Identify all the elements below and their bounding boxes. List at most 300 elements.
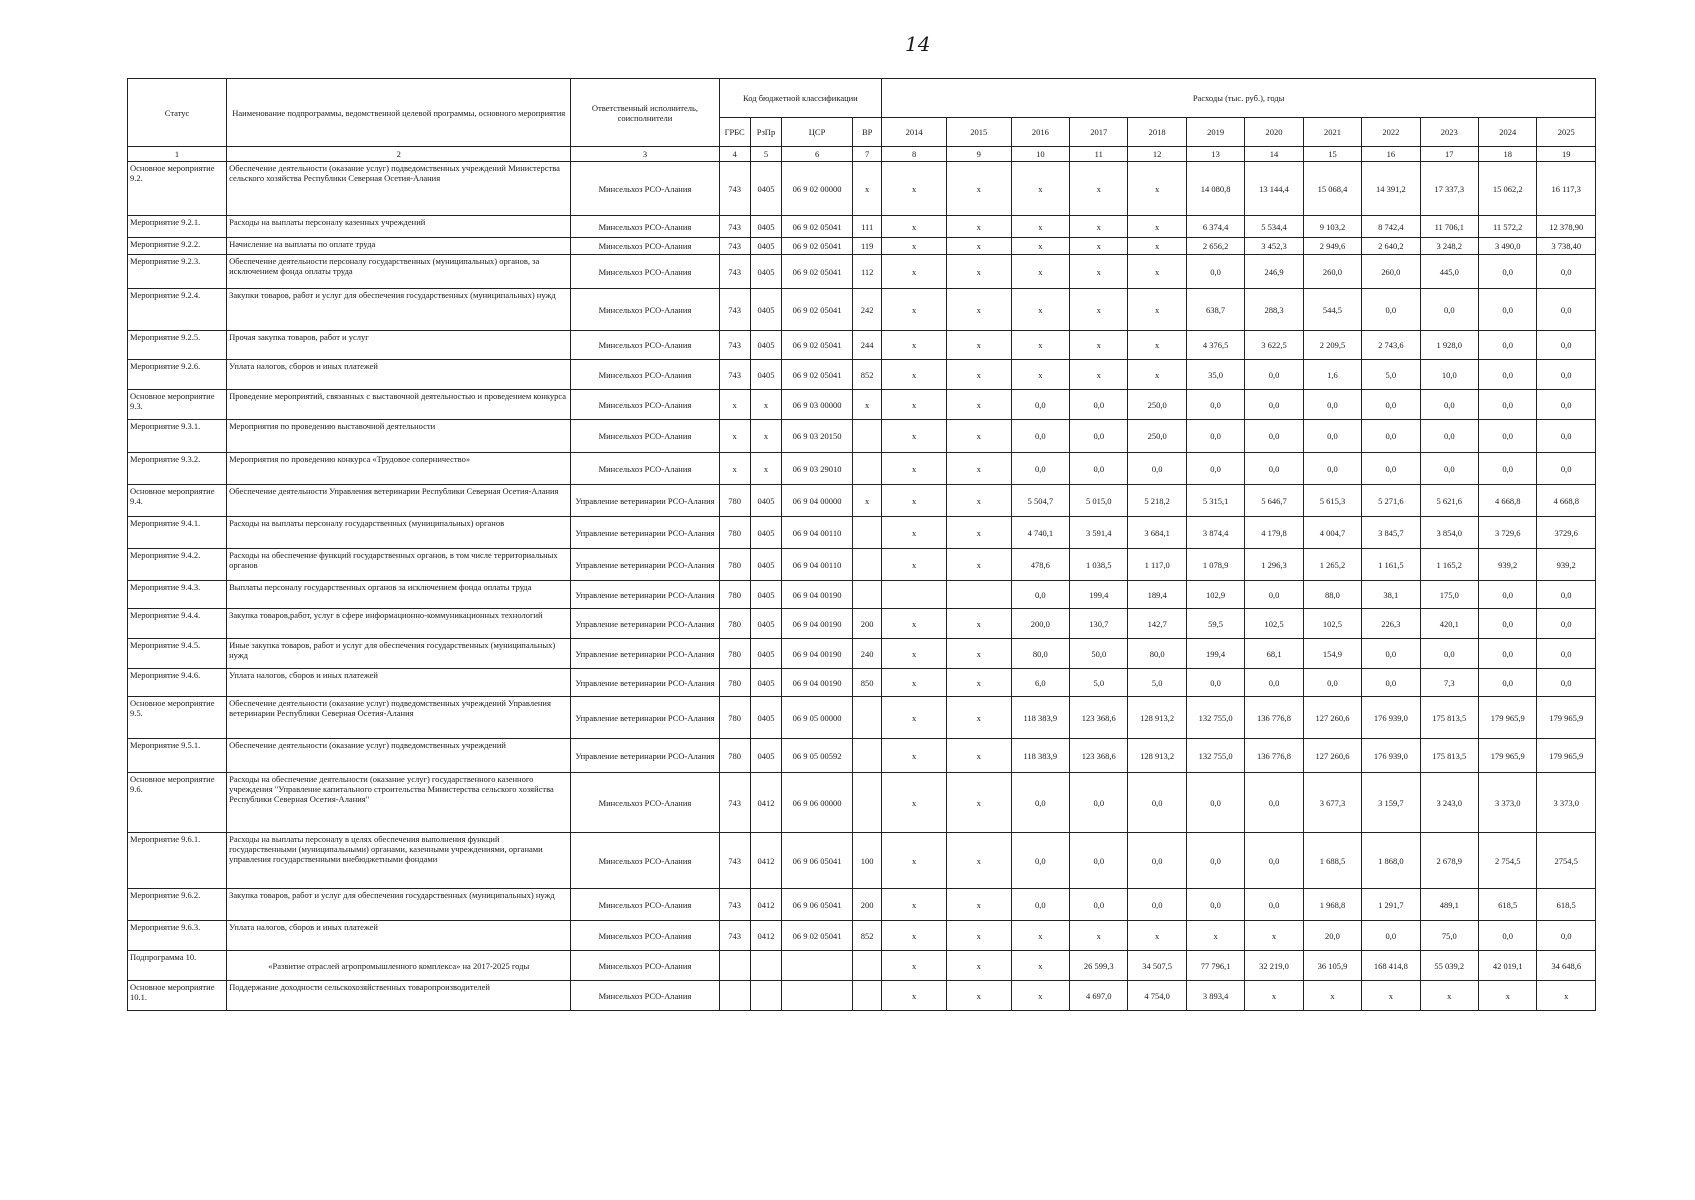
row-status: Мероприятие 9.3.2. [128, 453, 227, 485]
row-value: 4 754,0 [1128, 981, 1186, 1011]
row-name: «Развитие отраслей агропромышленного комплекса» на 2017-2025 годы [227, 951, 571, 981]
row-csr: 06 9 04 00190 [782, 669, 853, 697]
row-value: 16 117,3 [1537, 162, 1596, 216]
row-rzpr: 0405 [750, 216, 781, 238]
row-executor: Минсельхоз РСО-Алания [571, 889, 719, 921]
row-value: 0,0 [1362, 669, 1420, 697]
row-value: 939,2 [1537, 549, 1596, 581]
row-rzpr: 0405 [750, 255, 781, 289]
row-value: 1 161,5 [1362, 549, 1420, 581]
row-rzpr: 0405 [750, 669, 781, 697]
row-status: Мероприятие 9.4.1. [128, 517, 227, 549]
row-rzpr: х [750, 453, 781, 485]
row-value: 1 117,0 [1128, 549, 1186, 581]
row-grbs [719, 981, 750, 1011]
row-value: х [1011, 238, 1069, 255]
row-rzpr [750, 951, 781, 981]
row-value: 0,0 [1537, 453, 1596, 485]
column-number: 7 [853, 147, 882, 162]
row-value: 0,0 [1362, 639, 1420, 669]
row-executor: Управление ветеринарии РСО-Алания [571, 609, 719, 639]
row-value: х [882, 639, 947, 669]
row-csr: 06 9 04 00190 [782, 581, 853, 609]
row-value: 5,0 [1362, 360, 1420, 390]
row-vr [853, 581, 882, 609]
row-rzpr: 0405 [750, 238, 781, 255]
table-row [128, 739, 1596, 773]
table-row [128, 289, 1596, 331]
header-executor: Ответственный исполнитель, соисполнители [571, 79, 719, 147]
column-number: 10 [1011, 147, 1069, 162]
row-value: х [946, 773, 1011, 833]
row-value: х [1128, 238, 1186, 255]
row-value: 0,0 [1011, 833, 1069, 889]
row-value: 0,0 [1420, 453, 1478, 485]
row-vr [853, 697, 882, 739]
row-value: 0,0 [1245, 669, 1303, 697]
row-status: Мероприятие 9.4.5. [128, 639, 227, 669]
table-row [128, 921, 1596, 951]
row-value: 3729,6 [1537, 517, 1596, 549]
row-value: 0,0 [1479, 453, 1537, 485]
row-rzpr: 0405 [750, 609, 781, 639]
column-number: 17 [1420, 147, 1478, 162]
table-row [128, 889, 1596, 921]
row-executor: Минсельхоз РСО-Алания [571, 951, 719, 981]
column-number: 11 [1070, 147, 1128, 162]
row-value: 123 368,6 [1070, 739, 1128, 773]
row-grbs: х [719, 453, 750, 485]
table-row [128, 331, 1596, 360]
row-executor: Управление ветеринарии РСО-Алания [571, 639, 719, 669]
row-value: х [1070, 289, 1128, 331]
row-value: 1 078,9 [1186, 549, 1244, 581]
table-row [128, 390, 1596, 420]
row-value: х [1011, 162, 1069, 216]
header-year: 2022 [1362, 118, 1420, 147]
table-row [128, 517, 1596, 549]
row-value: х [946, 255, 1011, 289]
row-name: Расходы на обеспечение функций государственных органов, в том числе территориальных органов [227, 549, 571, 581]
row-value: 0,0 [1011, 773, 1069, 833]
row-csr: 06 9 04 00190 [782, 609, 853, 639]
row-value: 0,0 [1537, 360, 1596, 390]
row-value: 0,0 [1186, 669, 1244, 697]
row-rzpr: 0412 [750, 773, 781, 833]
row-value: 2 209,5 [1303, 331, 1361, 360]
row-value: 142,7 [1128, 609, 1186, 639]
row-value: х [946, 420, 1011, 453]
row-value: х [1070, 238, 1128, 255]
row-vr: 200 [853, 609, 882, 639]
row-rzpr: 0412 [750, 921, 781, 951]
row-value: 136 776,8 [1245, 739, 1303, 773]
row-value: 5 534,4 [1245, 216, 1303, 238]
row-csr: 06 9 05 00000 [782, 697, 853, 739]
row-value: 34 648,6 [1537, 951, 1596, 981]
header-year: 2017 [1070, 118, 1128, 147]
row-value: 0,0 [1362, 453, 1420, 485]
header-code-col: ГРБС [719, 118, 750, 147]
row-grbs: 743 [719, 331, 750, 360]
row-value: х [882, 216, 947, 238]
row-value: 0,0 [1303, 669, 1361, 697]
row-value: 0,0 [1479, 360, 1537, 390]
row-value: 0,0 [1479, 255, 1537, 289]
row-value: х [946, 331, 1011, 360]
row-value: 478,6 [1011, 549, 1069, 581]
row-value: 939,2 [1479, 549, 1537, 581]
row-value: 7,3 [1420, 669, 1478, 697]
column-number: 3 [571, 147, 719, 162]
row-value: х [946, 485, 1011, 517]
row-value: 175,0 [1420, 581, 1478, 609]
page-number: 14 [905, 32, 931, 56]
row-value: 0,0 [1245, 390, 1303, 420]
row-grbs: 780 [719, 739, 750, 773]
row-value: х [1011, 951, 1069, 981]
table-row [128, 639, 1596, 669]
row-vr [853, 981, 882, 1011]
row-grbs: 780 [719, 485, 750, 517]
row-status: Мероприятие 9.4.4. [128, 609, 227, 639]
column-number: 4 [719, 147, 750, 162]
row-value: 0,0 [1245, 833, 1303, 889]
row-value: х [882, 739, 947, 773]
row-value: 200,0 [1011, 609, 1069, 639]
row-csr: 06 9 06 05041 [782, 833, 853, 889]
row-grbs: 743 [719, 360, 750, 390]
row-value: х [882, 485, 947, 517]
row-value: х [1128, 289, 1186, 331]
row-csr: 06 9 06 05041 [782, 889, 853, 921]
row-value: 260,0 [1303, 255, 1361, 289]
row-grbs: 743 [719, 889, 750, 921]
row-value: 179 965,9 [1537, 739, 1596, 773]
row-value: 11 706,1 [1420, 216, 1478, 238]
row-value: х [882, 773, 947, 833]
header-year: 2023 [1420, 118, 1478, 147]
row-value: 489,1 [1420, 889, 1478, 921]
row-value: х [1070, 255, 1128, 289]
row-value: 618,5 [1537, 889, 1596, 921]
row-value: х [1186, 921, 1244, 951]
row-value: 0,0 [1128, 833, 1186, 889]
row-rzpr: 0405 [750, 360, 781, 390]
row-value: 1 165,2 [1420, 549, 1478, 581]
column-number: 13 [1186, 147, 1244, 162]
row-value: 5 504,7 [1011, 485, 1069, 517]
row-value: 175 813,5 [1420, 739, 1478, 773]
row-value: 2754,5 [1537, 833, 1596, 889]
row-value: 123 368,6 [1070, 697, 1128, 739]
table-row [128, 951, 1596, 981]
row-value: 75,0 [1420, 921, 1478, 951]
row-name: Обеспечение деятельности Управления ветеринарии Республики Северная Осетия-Алания [227, 485, 571, 517]
column-number: 12 [1128, 147, 1186, 162]
row-executor: Минсельхоз РСО-Алания [571, 833, 719, 889]
row-grbs: 743 [719, 833, 750, 889]
row-rzpr: 0405 [750, 289, 781, 331]
row-value: 0,0 [1537, 331, 1596, 360]
row-rzpr: 0405 [750, 331, 781, 360]
table-row [128, 420, 1596, 453]
row-csr: 06 9 02 05041 [782, 360, 853, 390]
header-year: 2018 [1128, 118, 1186, 147]
row-value: 3 854,0 [1420, 517, 1478, 549]
row-value: 0,0 [1303, 453, 1361, 485]
row-value: 3 248,2 [1420, 238, 1478, 255]
row-grbs: х [719, 390, 750, 420]
row-status: Мероприятие 9.2.6. [128, 360, 227, 390]
row-executor: Минсельхоз РСО-Алания [571, 921, 719, 951]
row-value: 0,0 [1420, 390, 1478, 420]
row-value: 11 572,2 [1479, 216, 1537, 238]
row-status: Основное мероприятие 10.1. [128, 981, 227, 1011]
header-year: 2021 [1303, 118, 1361, 147]
row-vr: 244 [853, 331, 882, 360]
row-value: х [1070, 331, 1128, 360]
header-year: 2025 [1537, 118, 1596, 147]
row-rzpr: 0405 [750, 162, 781, 216]
row-status: Основное мероприятие 9.3. [128, 390, 227, 420]
row-csr: 06 9 02 05041 [782, 331, 853, 360]
row-value: 13 144,4 [1245, 162, 1303, 216]
row-executor: Минсельхоз РСО-Алания [571, 162, 719, 216]
row-value: 0,0 [1420, 289, 1478, 331]
row-grbs: 780 [719, 609, 750, 639]
column-number: 1 [128, 147, 227, 162]
row-value: 102,9 [1186, 581, 1244, 609]
row-value: 0,0 [1245, 889, 1303, 921]
row-value: 3 373,0 [1479, 773, 1537, 833]
row-rzpr: х [750, 390, 781, 420]
row-value: 102,5 [1245, 609, 1303, 639]
row-status: Мероприятие 9.2.1. [128, 216, 227, 238]
row-value: 3 729,6 [1479, 517, 1537, 549]
row-name: Закупка товаров,работ, услуг в сфере информационно-коммуникационных технологий [227, 609, 571, 639]
row-value: 4 740,1 [1011, 517, 1069, 549]
row-value: 0,0 [1537, 255, 1596, 289]
row-executor: Минсельхоз РСО-Алания [571, 773, 719, 833]
row-value: 5 015,0 [1070, 485, 1128, 517]
row-value: 0,0 [1537, 639, 1596, 669]
row-value: 0,0 [1303, 420, 1361, 453]
row-vr: 850 [853, 669, 882, 697]
row-value: 4 179,8 [1245, 517, 1303, 549]
row-grbs: 743 [719, 216, 750, 238]
row-name: Обеспечение деятельности персоналу государственных (муниципальных) органов, за исключением фонда оплаты труда [227, 255, 571, 289]
row-vr: х [853, 390, 882, 420]
row-value: 3 243,0 [1420, 773, 1478, 833]
row-value: 0,0 [1186, 420, 1244, 453]
header-year: 2016 [1011, 118, 1069, 147]
row-value: 0,0 [1479, 609, 1537, 639]
row-name: Обеспечение деятельности (оказание услуг) подведомственных учреждений [227, 739, 571, 773]
row-value: 80,0 [1011, 639, 1069, 669]
row-name: Уплата налогов, сборов и иных платежей [227, 669, 571, 697]
row-value: 5,0 [1070, 669, 1128, 697]
row-status: Мероприятие 9.4.6. [128, 669, 227, 697]
row-csr: 06 9 02 05041 [782, 238, 853, 255]
row-csr: 06 9 02 00000 [782, 162, 853, 216]
row-value: 0,0 [1420, 639, 1478, 669]
row-value: 0,0 [1479, 639, 1537, 669]
row-value: 0,0 [1537, 390, 1596, 420]
row-executor: Управление ветеринарии РСО-Алания [571, 581, 719, 609]
row-value: 3 677,3 [1303, 773, 1361, 833]
row-vr [853, 773, 882, 833]
row-value: 638,7 [1186, 289, 1244, 331]
row-value: х [946, 517, 1011, 549]
row-name: Поддержание доходности сельскохозяйственных товаропроизводителей [227, 981, 571, 1011]
row-executor: Минсельхоз РСО-Алания [571, 255, 719, 289]
row-value: 128 913,2 [1128, 739, 1186, 773]
row-grbs: 780 [719, 639, 750, 669]
row-value: х [1362, 981, 1420, 1011]
row-grbs [719, 951, 750, 981]
row-value: х [1537, 981, 1596, 1011]
row-vr: 111 [853, 216, 882, 238]
row-status: Мероприятие 9.2.4. [128, 289, 227, 331]
row-vr [853, 549, 882, 581]
table-row [128, 216, 1596, 238]
table-row [128, 773, 1596, 833]
row-value: 175 813,5 [1420, 697, 1478, 739]
row-value: х [1479, 981, 1537, 1011]
row-value: 0,0 [1011, 420, 1069, 453]
row-value: 3 373,0 [1537, 773, 1596, 833]
row-value: 80,0 [1128, 639, 1186, 669]
column-number: 16 [1362, 147, 1420, 162]
row-value: 5 646,7 [1245, 485, 1303, 517]
row-name: Уплата налогов, сборов и иных платежей [227, 921, 571, 951]
row-value: х [882, 390, 947, 420]
row-rzpr: 0405 [750, 697, 781, 739]
row-value: 179 965,9 [1537, 697, 1596, 739]
row-status: Мероприятие 9.2.2. [128, 238, 227, 255]
row-value: 2 743,6 [1362, 331, 1420, 360]
row-vr: 240 [853, 639, 882, 669]
row-value: х [1128, 921, 1186, 951]
row-value: 2 656,2 [1186, 238, 1244, 255]
row-vr: 242 [853, 289, 882, 331]
row-value: х [882, 453, 947, 485]
row-vr: х [853, 485, 882, 517]
row-value: 128 913,2 [1128, 697, 1186, 739]
row-value: 36 105,9 [1303, 951, 1361, 981]
row-grbs: 743 [719, 162, 750, 216]
row-value: 1 688,5 [1303, 833, 1361, 889]
row-value: 189,4 [1128, 581, 1186, 609]
row-value: 199,4 [1186, 639, 1244, 669]
row-value: 3 159,7 [1362, 773, 1420, 833]
row-value: х [946, 639, 1011, 669]
row-value: х [946, 739, 1011, 773]
row-value: 3 622,5 [1245, 331, 1303, 360]
row-vr: 852 [853, 360, 882, 390]
row-value: х [946, 697, 1011, 739]
header-year: 2014 [882, 118, 947, 147]
row-value: 2 678,9 [1420, 833, 1478, 889]
header-budget-code: Код бюджетной классификации [719, 79, 882, 118]
row-grbs: 743 [719, 255, 750, 289]
row-value: х [1011, 289, 1069, 331]
table-row [128, 549, 1596, 581]
row-value: 55 039,2 [1420, 951, 1478, 981]
row-value: 0,0 [1362, 289, 1420, 331]
table-row [128, 238, 1596, 255]
row-value: 1 291,7 [1362, 889, 1420, 921]
row-value: х [882, 162, 947, 216]
row-rzpr: х [750, 420, 781, 453]
row-value: 5,0 [1128, 669, 1186, 697]
row-value: 5 218,2 [1128, 485, 1186, 517]
row-value: 618,5 [1479, 889, 1537, 921]
row-vr: 119 [853, 238, 882, 255]
row-vr: 112 [853, 255, 882, 289]
table-row [128, 162, 1596, 216]
row-csr: 06 9 06 00000 [782, 773, 853, 833]
row-vr: 100 [853, 833, 882, 889]
row-name: Иные закупка товаров, работ и услуг для обеспечения государственных (муниципальных) нужд [227, 639, 571, 669]
table-row [128, 485, 1596, 517]
row-status: Мероприятие 9.3.1. [128, 420, 227, 453]
row-value: 20,0 [1303, 921, 1361, 951]
row-rzpr: 0405 [750, 739, 781, 773]
row-grbs: 743 [719, 773, 750, 833]
row-rzpr [750, 981, 781, 1011]
row-vr [853, 517, 882, 549]
table-row [128, 255, 1596, 289]
column-number: 5 [750, 147, 781, 162]
row-value: 0,0 [1070, 889, 1128, 921]
row-status: Мероприятие 9.2.5. [128, 331, 227, 360]
row-value: 9 103,2 [1303, 216, 1361, 238]
column-number: 6 [782, 147, 853, 162]
row-status: Мероприятие 9.6.3. [128, 921, 227, 951]
row-rzpr: 0405 [750, 549, 781, 581]
row-value: 1 296,3 [1245, 549, 1303, 581]
row-value: 0,0 [1070, 420, 1128, 453]
row-value: 0,0 [1128, 453, 1186, 485]
row-vr [853, 420, 882, 453]
row-value: 0,0 [1537, 609, 1596, 639]
row-value: 32 219,0 [1245, 951, 1303, 981]
column-number: 15 [1303, 147, 1361, 162]
row-value: 4 004,7 [1303, 517, 1361, 549]
row-value: 3 893,4 [1186, 981, 1244, 1011]
row-value: 179 965,9 [1479, 697, 1537, 739]
row-value: 176 939,0 [1362, 697, 1420, 739]
row-value: х [946, 238, 1011, 255]
row-value: 5 615,3 [1303, 485, 1361, 517]
row-value: 176 939,0 [1362, 739, 1420, 773]
row-value: 0,0 [1362, 390, 1420, 420]
row-csr: 06 9 03 20150 [782, 420, 853, 453]
row-executor: Управление ветеринарии РСО-Алания [571, 739, 719, 773]
row-value: 250,0 [1128, 420, 1186, 453]
header-year: 2024 [1479, 118, 1537, 147]
row-executor: Минсельхоз РСО-Алания [571, 289, 719, 331]
row-value: 0,0 [1479, 390, 1537, 420]
row-csr: 06 9 02 05041 [782, 289, 853, 331]
header-code-col: ВР [853, 118, 882, 147]
row-value: х [946, 549, 1011, 581]
row-status: Мероприятие 9.4.2. [128, 549, 227, 581]
row-value: 1 265,2 [1303, 549, 1361, 581]
row-value: 226,3 [1362, 609, 1420, 639]
